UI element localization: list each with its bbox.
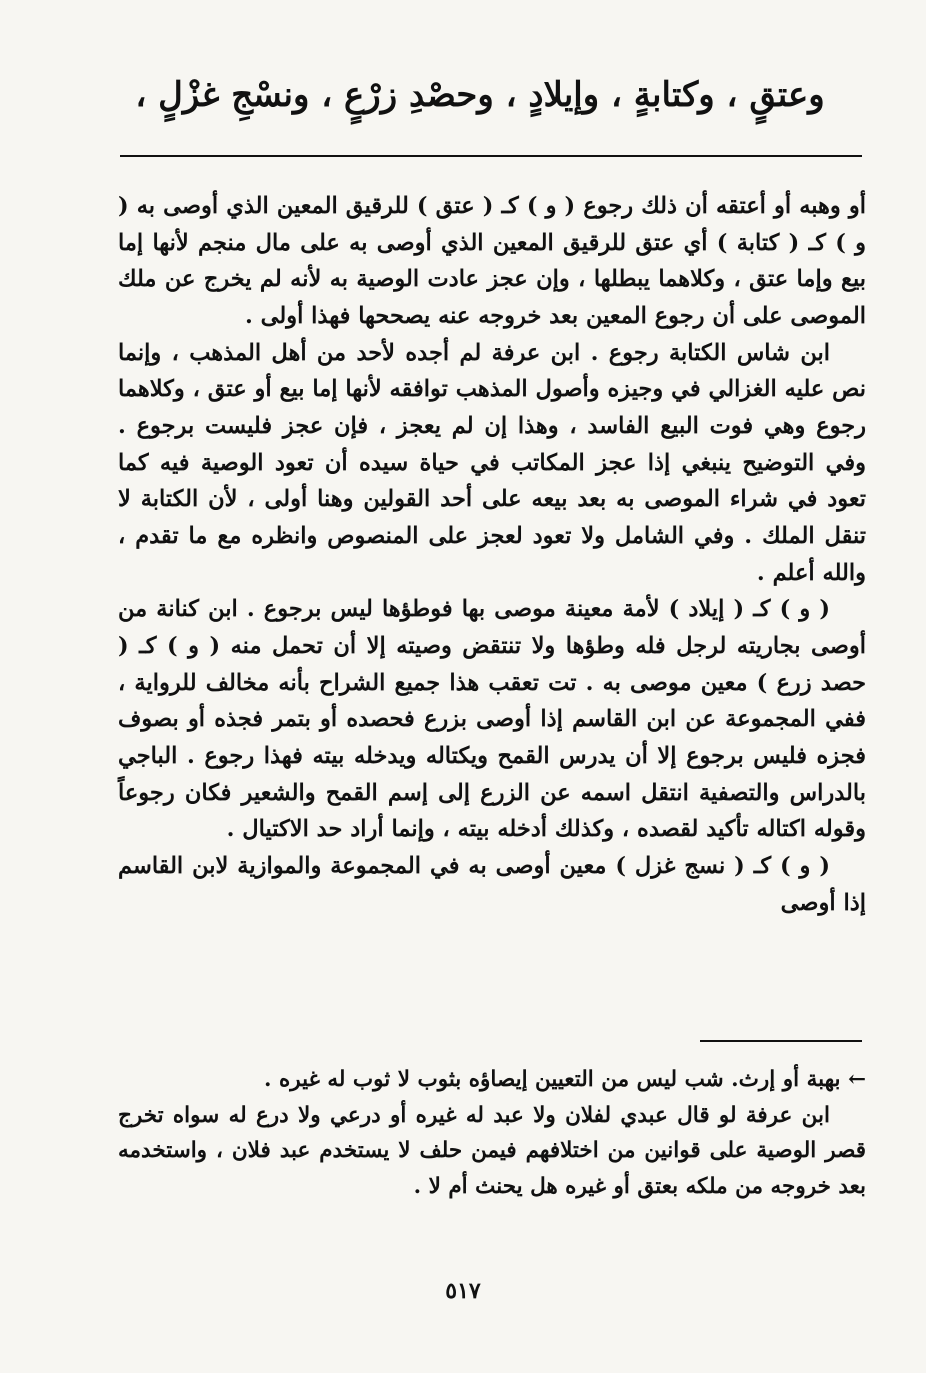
- footnote-paragraph: ابن عرفة لو قال عبدي لفلان ولا عبد له غيره أو درعي ولا درع له سواه تخرج قصر الوصية على قوانين من اختلافهم فيمن حلف لا يستخدم عبد فلان ، واستخدمه بعد خروجه من ملكه بعتق أو غيره هل يحنث أم لا .: [118, 1102, 866, 1200]
- main-text: [118, 188, 866, 921]
- page-number: ٥١٧: [445, 1278, 481, 1304]
- footnote-divider: [700, 1040, 862, 1042]
- header-divider: [120, 155, 862, 157]
- paragraph: ابن شاس الكتابة رجوع . ابن عرفة لم أجده لأحد من أهل المذهب ، وإنما نص عليه الغزالي في وجيزه وأصول المذهب توافقه لأنها إما بيع أو عتق ، وكلاهما رجوع وهي فوت البيع الفاسد ، وهذا إن لم يعجز ، فإن عجز فليست برجوع . وفي التوضيح ينبغي إذا عجز المكاتب في حياة سيده أن تعود الوصية فيه كما تعود في شراء الموصى به بعد بيعه على أحد القولين وهنا أولى ، لأن الكتابة لا تنقل الملك . وفي الشامل ولا تعود لعجز على المنصوص وانظره مع ما تقدم ، والله أعلم .: [118, 339, 866, 586]
- paragraph: ( و ) كـ ( إيلاد ) لأمة معينة موصى بها فوطؤها ليس برجوع . ابن كنانة من أوصى بجاريته لرجل فله وطؤها ولا تنتقض وصيته إلا أن تحمل منه ( و ) كـ ( حصد زرع ) معين موصى به . تت تعقب هذا جميع الشراح بأنه مخالف للرواية ، ففي المجموعة عن ابن القاسم إذا أوصى بزرع فحصده أو بتمر فجذه أو بصوف فجزه فليس برجوع إلا أن يدرس القمح ويكتاله ويدخله بيته فهذا رجوع . الباجي بالدراس والتصفية انتقل اسمه عن الزرع إلى إسم القمح والشعير فكان رجوعاً وقوله اكتاله تأكيد لقصده ، وكذلك أدخله بيته ، وإنما أراد حد الاكتيال .: [118, 596, 866, 843]
- footnotes: [118, 1062, 866, 1205]
- footnote-paragraph: ← بهبة أو إرث. شب ليس من التعيين إيصاؤه بثوب لا ثوب له غيره .: [264, 1067, 866, 1092]
- paragraph: ( و ) كـ ( نسج غزل ) معين أوصى به في المجموعة والموازية لابن القاسم إذا أوصى: [118, 853, 866, 916]
- paragraph: أو وهبه أو أعتقه أن ذلك رجوع ( و ) كـ ( عتق ) للرقيق المعين الذي أوصى به ( و ) كـ ( كتابة ) أي عتق للرقيق المعين الذي أوصى به على مال منجم لأنها إما بيع وإما عتق ، وكلاهما يبطلها ، وإن عجز عادت الوصية به لأنه لم يخرج عن ملك الموصى على أن رجوع المعين بعد خروجه عنه يصححها فهذا أولى .: [118, 193, 866, 330]
- page-header: وعتقٍ ، وكتابةٍ ، وإيلادٍ ، وحصْدِ زرْعٍ ، ونسْجِ غزْلٍ ،: [135, 75, 825, 115]
